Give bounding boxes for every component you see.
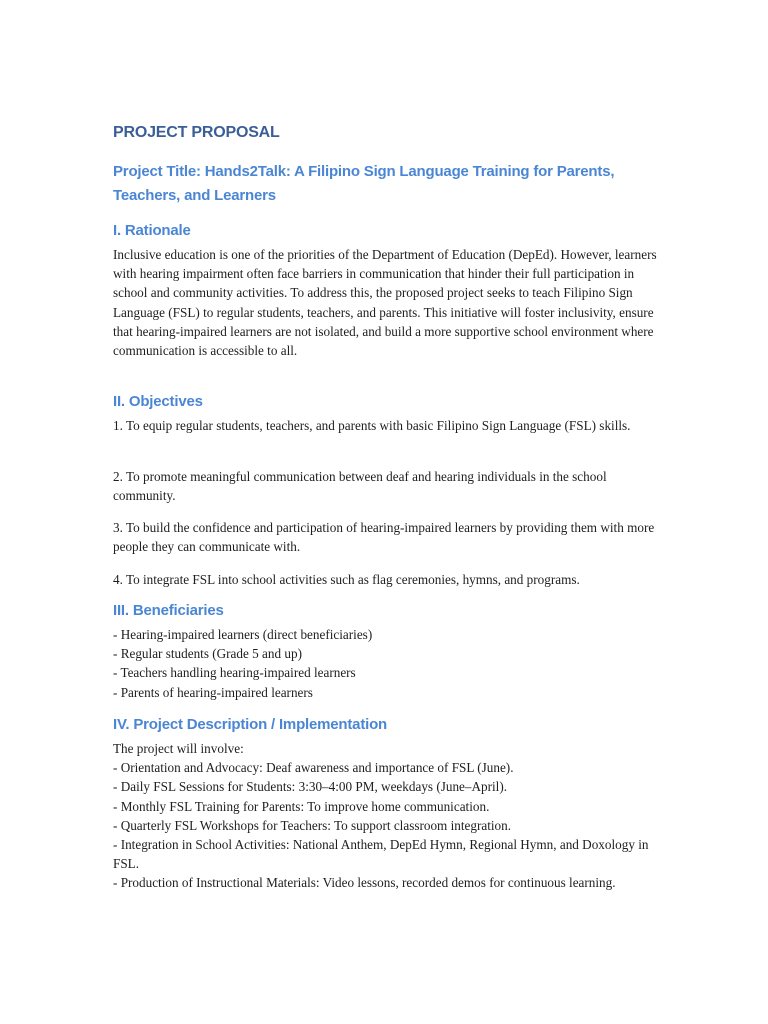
objectives-heading: II. Objectives bbox=[113, 393, 203, 410]
rationale-heading: I. Rationale bbox=[113, 222, 191, 239]
implementation-item: - Quarterly FSL Workshops for Teachers: To support classroom integration. bbox=[113, 817, 512, 833]
beneficiary-item: - Teachers handling hearing-impaired learners bbox=[113, 665, 356, 681]
objective-item: 2. To promote meaningful communication between deaf and hearing individuals in the school community. bbox=[113, 469, 607, 504]
objective-item: 3. To build the confidence and participation of hearing-impaired learners by providing them with more people they can communicate with. bbox=[113, 520, 655, 555]
beneficiaries-list bbox=[113, 625, 661, 702]
implementation-item: - Daily FSL Sessions for Students: 3:30–4:00 PM, weekdays (June–April). bbox=[113, 779, 508, 795]
objective-item: 1. To equip regular students, teachers, and parents with basic Filipino Sign Language (FSL) skills. bbox=[113, 418, 631, 433]
document-heading: PROJECT PROPOSAL bbox=[113, 124, 280, 141]
objective-item: 4. To integrate FSL into school activities such as flag ceremonies, hymns, and programs. bbox=[113, 572, 580, 587]
beneficiary-item: - Hearing-impaired learners (direct beneficiaries) bbox=[113, 627, 373, 642]
implementation-item: - Integration in School Activities: National Anthem, DepEd Hymn, Regional Hymn, and Doxology in FSL. bbox=[113, 837, 649, 872]
implementation-heading: IV. Project Description / Implementation bbox=[113, 716, 388, 733]
implementation-item: - Monthly FSL Training for Parents: To improve home communication. bbox=[113, 798, 490, 814]
implementation-list bbox=[113, 739, 661, 893]
rationale-text: Inclusive education is one of the priorities of the Department of Education (DepEd). However, learners with hearing impairment often face barriers in communication that hinder their full participation in school and community activities. To address this, the proposed project seeks to teach Filipino Sign Language (FSL) to regular students, teachers, and parents. This initiative will foster inclusivity, ensure that hearing-impaired learners are not isolated, and build a more supportive school environment where communication is accessible to all. bbox=[113, 247, 657, 359]
beneficiaries-heading: III. Beneficiaries bbox=[113, 602, 224, 619]
implementation-item: - Production of Instructional Materials: Video lessons, recorded demos for continuous learning. bbox=[113, 875, 616, 891]
beneficiary-item: - Parents of hearing-impaired learners bbox=[113, 684, 313, 700]
beneficiary-item: - Regular students (Grade 5 and up) bbox=[113, 646, 302, 662]
implementation-intro: The project will involve: bbox=[113, 741, 244, 756]
implementation-item: - Orientation and Advocacy: Deaf awareness and importance of FSL (June). bbox=[113, 760, 514, 776]
project-title: Project Title: Hands2Talk: A Filipino Sign Language Training for Parents, Teachers, and Learners bbox=[113, 163, 615, 204]
